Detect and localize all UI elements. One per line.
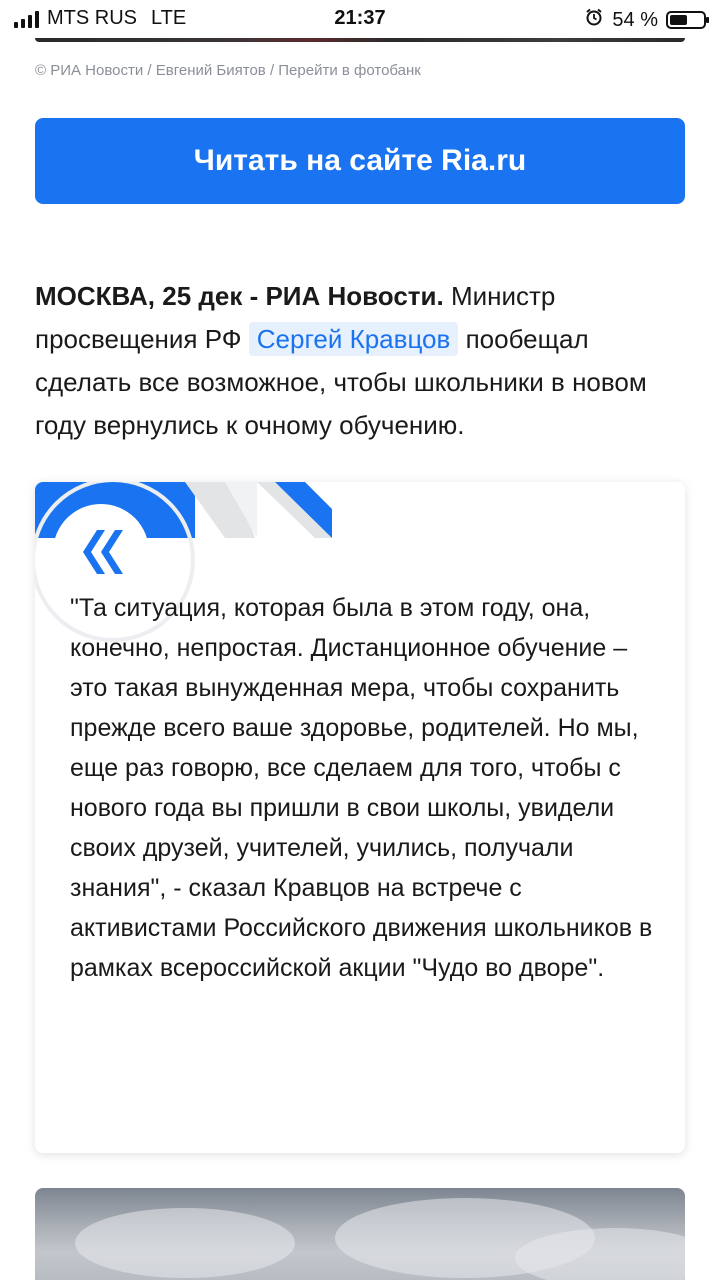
quote-text: "Та ситуация, которая была в этом году, она, конечно, непростая. Дистанционное обучение – это такая вынужденная мера, чтобы сохранить прежде всего ваше здоровье, родителей. Но мы, еще раз говорю, все сделаем для того, чтобы с нового года вы пришли в свои школы, увидели своих друзей, учителей, учились, получали знания", - сказал Кравцов на встрече с активистами Российского движения школьников в рамках всероссийской акции "Чудо во дворе".	[70, 594, 653, 982]
carrier-name: MTS RUS	[47, 7, 137, 29]
photo-credit[interactable]: © РИА Новости / Евгений Биятов / Перейти в фотобанк	[35, 62, 421, 79]
status-right	[584, 7, 706, 33]
lead-text-2: пообещал сделать все возможное, чтобы школьники в новом году вернулись к очному обучению.	[35, 324, 647, 440]
lead-text-1: Министр просвещения РФ	[35, 281, 556, 354]
battery-icon	[666, 11, 706, 29]
quote-block	[35, 482, 685, 1153]
alarm-clock-icon	[584, 7, 604, 33]
quote-marks-icon	[53, 504, 149, 600]
status-bar	[0, 0, 720, 38]
person-link[interactable]: Сергей Кравцов	[249, 322, 459, 356]
network-type: LTE	[151, 7, 187, 29]
clock: 21:37	[334, 7, 386, 29]
battery-percent: 54 %	[612, 8, 658, 31]
dateline: МОСКВА, 25 дек - РИА Новости.	[35, 281, 444, 311]
read-on-site-button[interactable]: Читать на сайте Ria.ru	[35, 118, 685, 204]
article-lead	[35, 275, 685, 447]
article-photo-bottom[interactable]	[35, 1188, 685, 1280]
